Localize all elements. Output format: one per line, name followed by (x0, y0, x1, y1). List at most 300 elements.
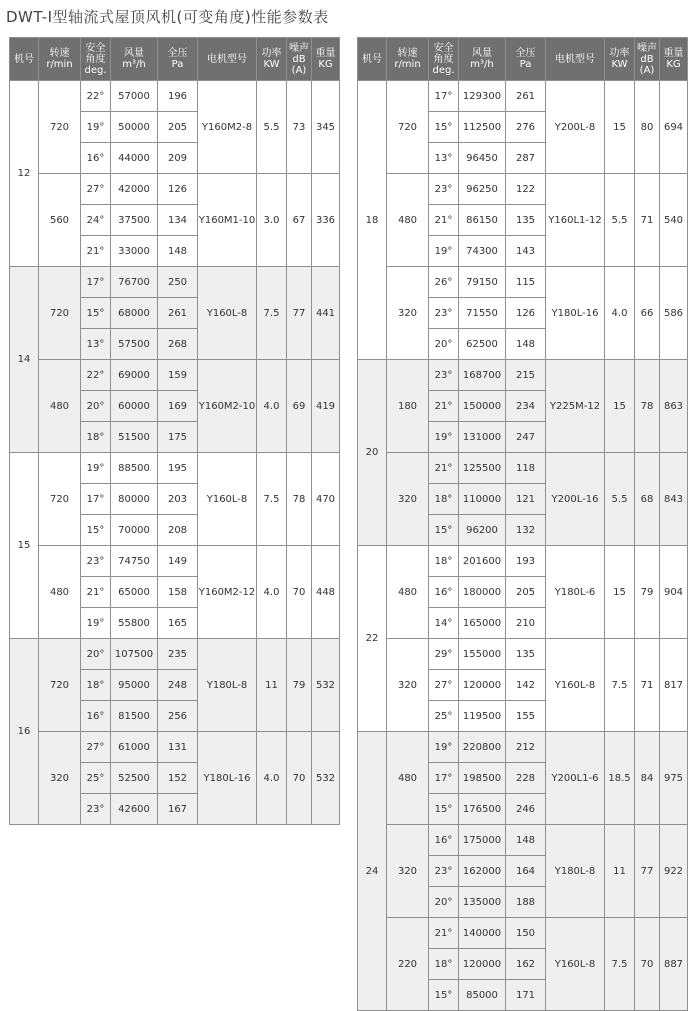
airflow-cell: 86150 (459, 205, 506, 236)
airflow-cell: 76700 (111, 267, 158, 298)
column-header-line: (A) (639, 64, 655, 76)
column-header-line: Pa (519, 59, 532, 70)
pressure-cell: 196 (158, 81, 198, 112)
model-number-cell: 22 (358, 546, 387, 732)
noise-cell: 80 (635, 81, 660, 174)
airflow-cell: 74300 (459, 236, 506, 267)
table-row (358, 453, 688, 484)
airflow-cell: 33000 (111, 236, 158, 267)
noise-cell: 73 (287, 81, 312, 174)
pressure-cell: 155 (506, 701, 546, 732)
angle-cell: 23° (429, 856, 459, 887)
airflow-cell: 131000 (459, 422, 506, 453)
angle-cell: 21° (81, 236, 111, 267)
table-row (358, 360, 688, 391)
pressure-cell: 149 (158, 546, 198, 577)
noise-cell: 69 (287, 360, 312, 453)
airflow-cell: 68000 (111, 298, 158, 329)
speed-cell: 320 (387, 639, 429, 732)
pressure-cell: 268 (158, 329, 198, 360)
angle-cell: 13° (81, 329, 111, 360)
angle-cell: 19° (429, 422, 459, 453)
angle-cell: 22° (81, 360, 111, 391)
column-header (635, 38, 660, 81)
column-header (39, 38, 81, 81)
speed-cell: 560 (39, 174, 81, 267)
angle-cell: 23° (81, 546, 111, 577)
motor-model-cell: Y160M2-8 (198, 81, 257, 174)
angle-cell: 13° (429, 143, 459, 174)
column-header-line: KW (263, 59, 280, 70)
power-cell: 4.0 (257, 360, 287, 453)
airflow-cell: 168700 (459, 360, 506, 391)
airflow-cell: 42000 (111, 174, 158, 205)
noise-cell: 70 (287, 546, 312, 639)
column-header (10, 38, 39, 81)
weight-cell: 863 (660, 360, 688, 453)
table-row (358, 732, 688, 763)
angle-cell: 19° (429, 732, 459, 763)
pressure-cell: 167 (158, 794, 198, 825)
pressure-cell: 248 (158, 670, 198, 701)
airflow-cell: 50000 (111, 112, 158, 143)
airflow-cell: 61000 (111, 732, 158, 763)
pressure-cell: 247 (506, 422, 546, 453)
motor-model-cell: Y160L-8 (198, 453, 257, 546)
angle-cell: 16° (429, 825, 459, 856)
airflow-cell: 125500 (459, 453, 506, 484)
pressure-cell: 158 (158, 577, 198, 608)
motor-model-cell: Y180L-16 (546, 267, 605, 360)
noise-cell: 71 (635, 174, 660, 267)
pressure-cell: 121 (506, 484, 546, 515)
motor-model-cell: Y180L-6 (546, 546, 605, 639)
model-number-cell: 20 (358, 360, 387, 546)
column-header-line: KG (318, 59, 333, 70)
weight-cell: 540 (660, 174, 688, 267)
airflow-cell: 150000 (459, 391, 506, 422)
angle-cell: 27° (429, 670, 459, 701)
weight-cell: 817 (660, 639, 688, 732)
column-header-line: KW (611, 59, 628, 70)
airflow-cell: 96450 (459, 143, 506, 174)
table-row (10, 81, 340, 112)
pressure-cell: 126 (158, 174, 198, 205)
motor-model-cell: Y160M2-12 (198, 546, 257, 639)
column-header-line: 风量 (124, 48, 144, 59)
table-row (10, 267, 340, 298)
speed-cell: 220 (387, 918, 429, 1011)
column-header (158, 38, 198, 81)
pressure-cell: 148 (158, 236, 198, 267)
angle-cell: 16° (429, 577, 459, 608)
airflow-cell: 140000 (459, 918, 506, 949)
airflow-cell: 69000 (111, 360, 158, 391)
speed-cell: 320 (387, 267, 429, 360)
noise-cell: 77 (287, 267, 312, 360)
weight-cell: 441 (312, 267, 340, 360)
speed-cell: 480 (387, 732, 429, 825)
pressure-cell: 210 (506, 608, 546, 639)
airflow-cell: 70000 (111, 515, 158, 546)
noise-cell: 84 (635, 732, 660, 825)
pressure-cell: 234 (506, 391, 546, 422)
airflow-cell: 120000 (459, 949, 506, 980)
airflow-cell: 95000 (111, 670, 158, 701)
pressure-cell: 134 (158, 205, 198, 236)
airflow-cell: 96200 (459, 515, 506, 546)
power-cell: 11 (257, 639, 287, 732)
table-row (358, 639, 688, 670)
motor-model-cell: Y160L-8 (198, 267, 257, 360)
angle-cell: 26° (429, 267, 459, 298)
weight-cell: 345 (312, 81, 340, 174)
angle-cell: 25° (81, 763, 111, 794)
speed-cell: 320 (39, 732, 81, 825)
column-header-line: m³/h (122, 59, 146, 70)
power-cell: 4.0 (605, 267, 635, 360)
angle-cell: 18° (81, 670, 111, 701)
pressure-cell: 115 (506, 267, 546, 298)
angle-cell: 20° (429, 329, 459, 360)
airflow-cell: 51500 (111, 422, 158, 453)
pressure-cell: 195 (158, 453, 198, 484)
column-header (506, 38, 546, 81)
column-header-line: m³/h (470, 59, 494, 70)
pressure-cell: 250 (158, 267, 198, 298)
weight-cell: 975 (660, 732, 688, 825)
airflow-cell: 162000 (459, 856, 506, 887)
angle-cell: 23° (429, 360, 459, 391)
column-header-line: r/min (46, 59, 73, 70)
pressure-cell: 126 (506, 298, 546, 329)
angle-cell: 22° (81, 81, 111, 112)
angle-cell: 21° (429, 453, 459, 484)
pressure-cell: 276 (506, 112, 546, 143)
power-cell: 15 (605, 81, 635, 174)
angle-cell: 15° (81, 515, 111, 546)
noise-cell: 71 (635, 639, 660, 732)
airflow-cell: 120000 (459, 670, 506, 701)
airflow-cell: 176500 (459, 794, 506, 825)
table-row (10, 639, 340, 670)
power-cell: 7.5 (257, 453, 287, 546)
power-cell: 7.5 (257, 267, 287, 360)
pressure-cell: 142 (506, 670, 546, 701)
column-header-line: 全压 (167, 48, 188, 59)
airflow-cell: 80000 (111, 484, 158, 515)
angle-cell: 21° (429, 205, 459, 236)
weight-cell: 904 (660, 546, 688, 639)
angle-cell: 18° (429, 546, 459, 577)
airflow-cell: 180000 (459, 577, 506, 608)
pressure-cell: 122 (506, 174, 546, 205)
airflow-cell: 135000 (459, 887, 506, 918)
column-header-line: 转速 (397, 48, 418, 59)
noise-cell: 79 (635, 546, 660, 639)
power-cell: 15 (605, 360, 635, 453)
angle-cell: 18° (81, 422, 111, 453)
weight-cell: 922 (660, 825, 688, 918)
airflow-cell: 71550 (459, 298, 506, 329)
table-row (10, 546, 340, 577)
weight-cell: 336 (312, 174, 340, 267)
pressure-cell: 150 (506, 918, 546, 949)
angle-cell: 24° (81, 205, 111, 236)
angle-cell: 27° (81, 174, 111, 205)
airflow-cell: 129300 (459, 81, 506, 112)
column-header-line: Pa (171, 59, 184, 70)
table-row (358, 267, 688, 298)
pressure-cell: 209 (158, 143, 198, 174)
column-header-line: 角度 (85, 53, 106, 65)
noise-cell: 68 (635, 453, 660, 546)
weight-cell: 694 (660, 81, 688, 174)
pressure-cell: 203 (158, 484, 198, 515)
table-row (358, 825, 688, 856)
motor-model-cell: Y160M2-10 (198, 360, 257, 453)
speed-cell: 480 (39, 546, 81, 639)
angle-cell: 17° (81, 267, 111, 298)
angle-cell: 21° (81, 577, 111, 608)
power-cell: 5.5 (605, 453, 635, 546)
angle-cell: 27° (81, 732, 111, 763)
pressure-cell: 188 (506, 887, 546, 918)
column-header-line: 噪声 (289, 42, 309, 54)
airflow-cell: 44000 (111, 143, 158, 174)
table-row (358, 546, 688, 577)
pressure-cell: 164 (506, 856, 546, 887)
column-header (429, 38, 459, 81)
column-header-line: 电机型号 (207, 53, 247, 65)
pressure-cell: 175 (158, 422, 198, 453)
pressure-cell: 162 (506, 949, 546, 980)
table-row (10, 732, 340, 763)
angle-cell: 16° (81, 143, 111, 174)
airflow-cell: 57500 (111, 329, 158, 360)
speed-cell: 480 (387, 174, 429, 267)
angle-cell: 23° (429, 298, 459, 329)
angle-cell: 21° (429, 918, 459, 949)
speed-cell: 720 (39, 81, 81, 174)
column-header (459, 38, 506, 81)
airflow-cell: 79150 (459, 267, 506, 298)
motor-model-cell: Y180L-8 (546, 825, 605, 918)
noise-cell: 70 (287, 732, 312, 825)
power-cell: 18.5 (605, 732, 635, 825)
power-cell: 7.5 (605, 918, 635, 1011)
pressure-cell: 118 (506, 453, 546, 484)
angle-cell: 20° (81, 639, 111, 670)
column-header-line: 重量 (315, 48, 336, 59)
column-header-line: (A) (291, 64, 307, 76)
airflow-cell: 88500 (111, 453, 158, 484)
column-header-line: 重量 (663, 48, 684, 59)
airflow-cell: 198500 (459, 763, 506, 794)
angle-cell: 19° (81, 112, 111, 143)
power-cell: 11 (605, 825, 635, 918)
weight-cell: 843 (660, 453, 688, 546)
angle-cell: 15° (429, 980, 459, 1011)
airflow-cell: 57000 (111, 81, 158, 112)
weight-cell: 470 (312, 453, 340, 546)
motor-model-cell: Y225M-12 (546, 360, 605, 453)
angle-cell: 23° (81, 794, 111, 825)
column-header (605, 38, 635, 81)
column-header-line: 功率 (261, 48, 282, 59)
speed-cell: 480 (387, 546, 429, 639)
pressure-cell: 193 (506, 546, 546, 577)
column-header-line: dB (292, 53, 306, 65)
table-row (358, 174, 688, 205)
airflow-cell: 112500 (459, 112, 506, 143)
angle-cell: 23° (429, 174, 459, 205)
angle-cell: 20° (429, 887, 459, 918)
speed-cell: 180 (387, 360, 429, 453)
pressure-cell: 261 (506, 81, 546, 112)
angle-cell: 15° (429, 794, 459, 825)
pressure-cell: 165 (158, 608, 198, 639)
noise-cell: 77 (635, 825, 660, 918)
airflow-cell: 220800 (459, 732, 506, 763)
column-header-line: 全压 (515, 48, 536, 59)
column-header-line: 噪声 (637, 42, 657, 54)
airflow-cell: 42600 (111, 794, 158, 825)
airflow-cell: 119500 (459, 701, 506, 732)
column-header-line: deg. (84, 64, 107, 76)
table-row (358, 81, 688, 112)
airflow-cell: 155000 (459, 639, 506, 670)
angle-cell: 19° (81, 453, 111, 484)
airflow-cell: 107500 (111, 639, 158, 670)
power-cell: 15 (605, 546, 635, 639)
column-header-line: 转速 (49, 48, 70, 59)
model-number-cell: 24 (358, 732, 387, 1011)
column-header (660, 38, 688, 81)
weight-cell: 419 (312, 360, 340, 453)
pressure-cell: 235 (158, 639, 198, 670)
angle-cell: 19° (81, 608, 111, 639)
airflow-cell: 81500 (111, 701, 158, 732)
pressure-cell: 287 (506, 143, 546, 174)
airflow-cell: 85000 (459, 980, 506, 1011)
table-row (10, 174, 340, 205)
pressure-cell: 135 (506, 639, 546, 670)
pressure-cell: 148 (506, 825, 546, 856)
column-header (358, 38, 387, 81)
performance-table-left (9, 37, 340, 825)
motor-model-cell: Y200L-16 (546, 453, 605, 546)
airflow-cell: 37500 (111, 205, 158, 236)
noise-cell: 70 (635, 918, 660, 1011)
angle-cell: 15° (81, 298, 111, 329)
column-header (387, 38, 429, 81)
pressure-cell: 152 (158, 763, 198, 794)
column-header-line: 机号 (362, 53, 382, 65)
airflow-cell: 96250 (459, 174, 506, 205)
pressure-cell: 212 (506, 732, 546, 763)
column-header (81, 38, 111, 81)
airflow-cell: 52500 (111, 763, 158, 794)
airflow-cell: 201600 (459, 546, 506, 577)
pressure-cell: 228 (506, 763, 546, 794)
pressure-cell: 132 (506, 515, 546, 546)
pressure-cell: 148 (506, 329, 546, 360)
motor-model-cell: Y160L-8 (546, 918, 605, 1011)
noise-cell: 78 (287, 453, 312, 546)
column-header (198, 38, 257, 81)
angle-cell: 20° (81, 391, 111, 422)
pressure-cell: 171 (506, 980, 546, 1011)
column-header (546, 38, 605, 81)
speed-cell: 720 (39, 639, 81, 732)
airflow-cell: 175000 (459, 825, 506, 856)
airflow-cell: 60000 (111, 391, 158, 422)
table-row (358, 918, 688, 949)
pressure-cell: 256 (158, 701, 198, 732)
angle-cell: 16° (81, 701, 111, 732)
power-cell: 5.5 (605, 174, 635, 267)
motor-model-cell: Y160M1-10 (198, 174, 257, 267)
table-row (10, 360, 340, 391)
column-header-line: 功率 (609, 48, 630, 59)
motor-model-cell: Y160L1-12 (546, 174, 605, 267)
noise-cell: 67 (287, 174, 312, 267)
pressure-cell: 135 (506, 205, 546, 236)
motor-model-cell: Y180L-8 (198, 639, 257, 732)
noise-cell: 66 (635, 267, 660, 360)
angle-cell: 15° (429, 515, 459, 546)
column-header-line: r/min (394, 59, 421, 70)
column-header-line: KG (666, 59, 681, 70)
column-header-line: 安全 (85, 42, 106, 54)
angle-cell: 17° (429, 763, 459, 794)
motor-model-cell: Y200L1-6 (546, 732, 605, 825)
model-number-cell: 18 (358, 81, 387, 360)
header-row (358, 38, 688, 81)
weight-cell: 532 (312, 732, 340, 825)
weight-cell: 532 (312, 639, 340, 732)
speed-cell: 480 (39, 360, 81, 453)
power-cell: 5.5 (257, 81, 287, 174)
noise-cell: 78 (635, 360, 660, 453)
column-header-line: 机号 (14, 53, 34, 65)
angle-cell: 17° (81, 484, 111, 515)
pressure-cell: 131 (158, 732, 198, 763)
motor-model-cell: Y200L-8 (546, 81, 605, 174)
power-cell: 4.0 (257, 546, 287, 639)
weight-cell: 448 (312, 546, 340, 639)
weight-cell: 586 (660, 267, 688, 360)
noise-cell: 79 (287, 639, 312, 732)
model-number-cell: 14 (10, 267, 39, 453)
angle-cell: 21° (429, 391, 459, 422)
column-header-line: 角度 (433, 53, 454, 65)
weight-cell: 887 (660, 918, 688, 1011)
motor-model-cell: Y160L-8 (546, 639, 605, 732)
page-title: DWT-Ⅰ型轴流式屋顶风机(可变角度)性能参数表 (6, 8, 329, 26)
pressure-cell: 169 (158, 391, 198, 422)
angle-cell: 17° (429, 81, 459, 112)
speed-cell: 720 (387, 81, 429, 174)
pressure-cell: 159 (158, 360, 198, 391)
motor-model-cell: Y180L-16 (198, 732, 257, 825)
pressure-cell: 205 (158, 112, 198, 143)
angle-cell: 14° (429, 608, 459, 639)
airflow-cell: 62500 (459, 329, 506, 360)
column-header (312, 38, 340, 81)
speed-cell: 320 (387, 453, 429, 546)
